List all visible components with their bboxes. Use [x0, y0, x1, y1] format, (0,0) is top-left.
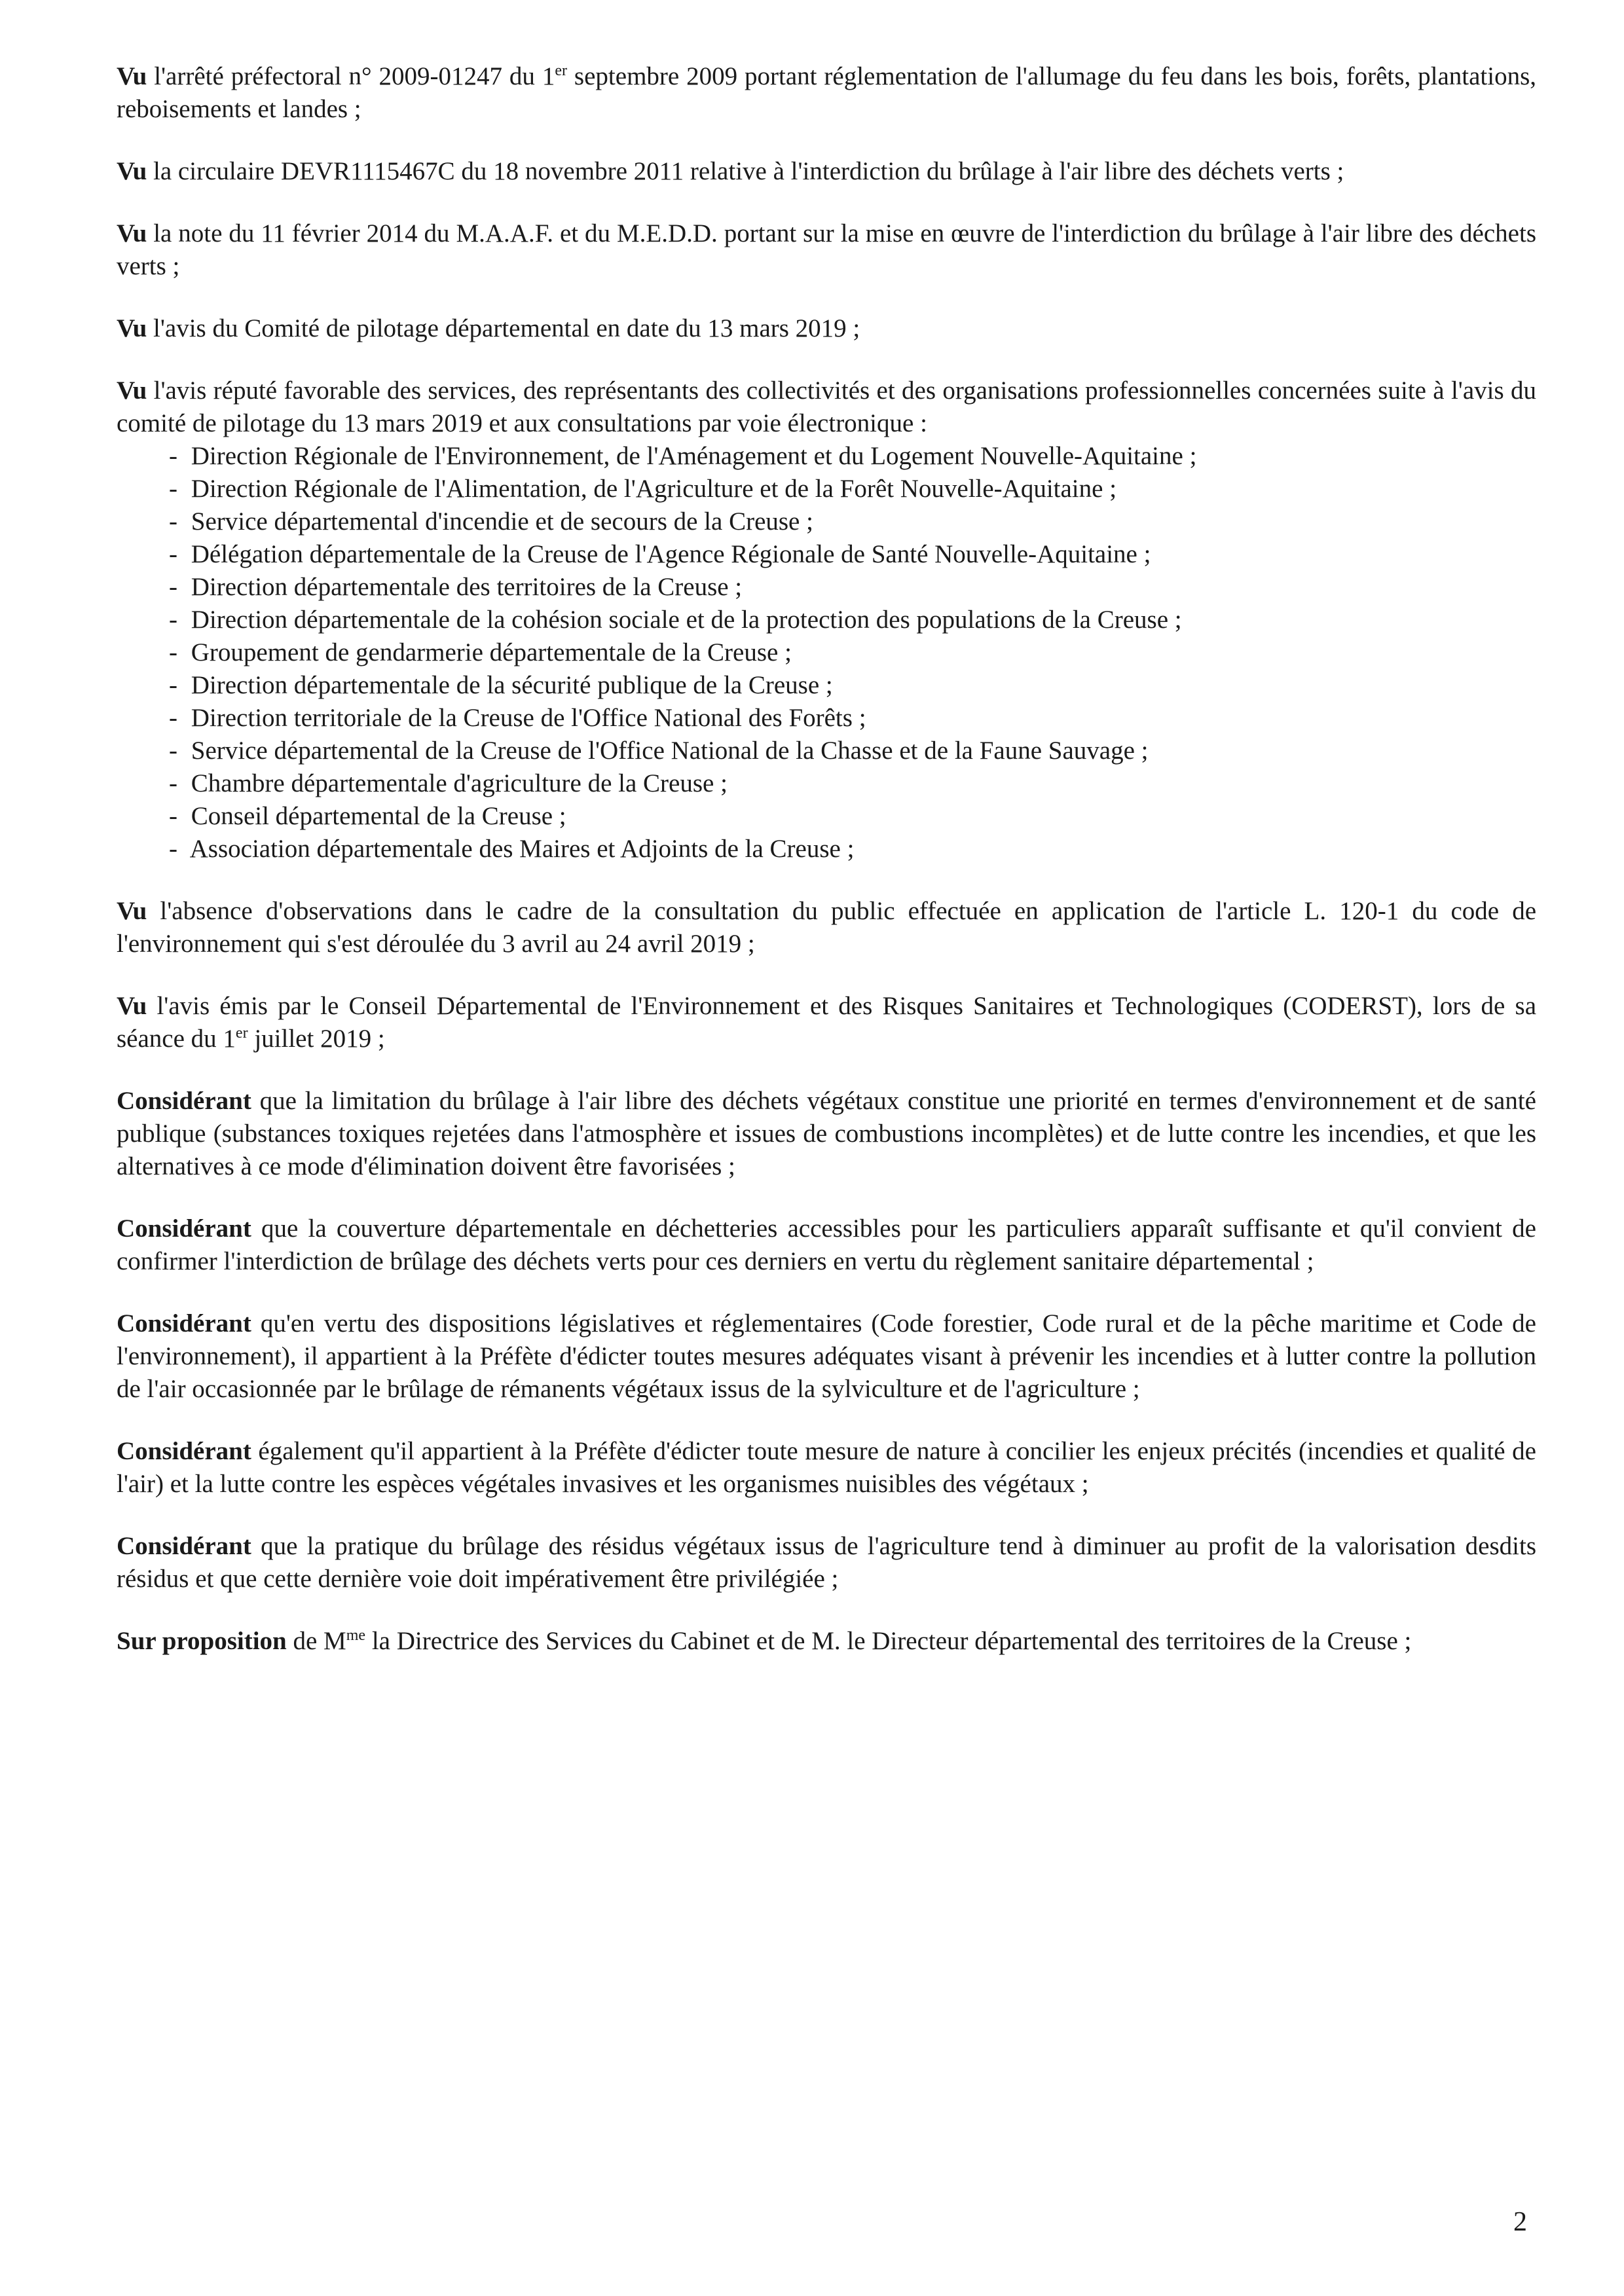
paragraph-keyword: Vu: [117, 314, 147, 342]
paragraph-text: que la pratique du brûlage des résidus végétaux issus de l'agriculture tend à diminuer au profit de la valorisation desdits résidus et que cette dernière voie doit impérativement être privilégiée ;: [117, 1532, 1536, 1593]
list-item-text: Direction départementale des territoires de la Creuse ;: [191, 573, 743, 601]
list-item: - Service départemental d'incendie et de secours de la Creuse ;: [169, 507, 813, 536]
paragraph-keyword: Vu: [117, 62, 147, 90]
list-item: - Chambre départementale d'agriculture de la Creuse ;: [169, 769, 728, 797]
list-item: - Direction départementale des territoires de la Creuse ;: [169, 573, 743, 601]
paragraph-text: l'absence d'observations dans le cadre de la consultation du public effectuée en application de l'article L. 120-1 du code de l'environnement qui s'est déroulée du 3 avril au 24 avril 2019 ;: [117, 897, 1536, 958]
list-item: - Direction départementale de la cohésion sociale et de la protection des populations de la Creuse ;: [169, 606, 1182, 634]
paragraph-keyword: Vu: [117, 897, 147, 925]
paragraph-text: que la limitation du brûlage à l'air libre des déchets végétaux constitue une priorité en termes d'environnement et de santé publique (substances toxiques rejetées dans l'atmosphère et issues de combustions incomplètes) et de lutte contre les incendies, et que les alternatives à ce mode d'élimination doivent être favorisées ;: [117, 1087, 1536, 1180]
list-item: - Direction territoriale de la Creuse de l'Office National des Forêts ;: [169, 704, 866, 732]
paragraph-keyword: Considérant: [117, 1437, 251, 1465]
paragraph-text: la circulaire DEVR1115467C du 18 novembre 2011 relative à l'interdiction du brûlage à l'air libre des déchets verts ;: [147, 157, 1344, 185]
paragraph-keyword: Vu: [117, 219, 147, 247]
paragraph-text: juillet 2019 ;: [248, 1025, 385, 1053]
paragraph-keyword: Vu: [117, 992, 147, 1020]
consulted-services-list: [117, 440, 1536, 866]
paragraph-keyword: Considérant: [117, 1309, 251, 1338]
paragraph-keyword: Vu: [117, 157, 147, 185]
list-item-text: Service départemental de la Creuse de l'Office National de la Chasse et de la Faune Sauvage ;: [191, 737, 1149, 765]
list-item: - Conseil départemental de la Creuse ;: [169, 802, 566, 830]
paragraph-text: la note du 11 février 2014 du M.A.A.F. et du M.E.D.D. portant sur la mise en œuvre de l'interdiction du brûlage à l'air libre des déchets verts ;: [117, 219, 1536, 280]
paragraph-text: que la couverture départementale en déchetteries accessibles pour les particuliers apparaît suffisante et qu'il convient de confirmer l'interdiction de brûlage des déchets verts pour ces derniers en vertu du règlement sanitaire départemental ;: [117, 1214, 1536, 1275]
list-item-text: Groupement de gendarmerie départementale de la Creuse ;: [191, 638, 792, 666]
list-item-text: Direction Régionale de l'Environnement, de l'Aménagement et du Logement Nouvelle-Aquitaine ;: [191, 442, 1197, 470]
page-number: 2: [1513, 2207, 1527, 2237]
list-item-text: Conseil départemental de la Creuse ;: [191, 802, 566, 830]
paragraph-text: l'avis réputé favorable des services, des représentants des collectivités et des organisations professionnelles concernées suite à l'avis du comité de pilotage du 13 mars 2019 et aux consultations par voie électronique :: [117, 376, 1536, 437]
list-item-text: Direction territoriale de la Creuse de l'Office National des Forêts ;: [191, 704, 866, 732]
superscript: er: [235, 1025, 248, 1042]
list-item: - Délégation départementale de la Creuse de l'Agence Régionale de Santé Nouvelle-Aquitaine ;: [169, 540, 1151, 568]
paragraph-keyword: Considérant: [117, 1532, 251, 1560]
paragraph-considerant-enjeux: [117, 1435, 1536, 1501]
paragraph-considerant-dispositions: [117, 1307, 1536, 1406]
paragraph-note: [117, 217, 1536, 283]
list-item: - Direction départementale de la sécurité publique de la Creuse ;: [169, 671, 833, 699]
paragraph-avis-services: [117, 374, 1536, 866]
paragraph-circulaire: [117, 155, 1536, 188]
superscript: er: [555, 62, 568, 79]
paragraph-arrete-prefectoral: [117, 60, 1536, 126]
list-item: - Service départemental de la Creuse de l'Office National de la Chasse et de la Faune Sauvage ;: [169, 737, 1149, 765]
list-item-text: Association départementale des Maires et Adjoints de la Creuse ;: [189, 835, 855, 863]
paragraph-text: également qu'il appartient à la Préfète d'édicter toute mesure de nature à concilier les enjeux précités (incendies et qualité de l'air) et la lutte contre les espèces végétales invasives et les organismes nuisibles des végétaux ;: [117, 1437, 1536, 1498]
list-item: - Association départementale des Maires et Adjoints de la Creuse ;: [169, 835, 855, 863]
paragraph-keyword: Considérant: [117, 1214, 251, 1243]
document-body: [117, 60, 1536, 1687]
paragraph-text: de M: [286, 1627, 346, 1655]
paragraph-consultation-public: [117, 895, 1536, 960]
paragraph-text: l'avis émis par le Conseil Départemental de l'Environnement et des Risques Sanitaires et Technologiques (CODERST), lors de sa séance du 1: [117, 992, 1536, 1053]
list-item: - Direction Régionale de l'Alimentation, de l'Agriculture et de la Forêt Nouvelle-Aquitaine ;: [169, 475, 1117, 503]
paragraph-keyword: Considérant: [117, 1087, 251, 1115]
paragraph-text: la Directrice des Services du Cabinet et de M. le Directeur départemental des territoires de la Creuse ;: [365, 1627, 1412, 1655]
list-item-text: Direction départementale de la cohésion sociale et de la protection des populations de la Creuse ;: [191, 606, 1182, 634]
list-item-text: Délégation départementale de la Creuse de l'Agence Régionale de Santé Nouvelle-Aquitaine ;: [191, 540, 1151, 568]
paragraph-considerant-limitation: [117, 1085, 1536, 1183]
paragraph-text: l'arrêté préfectoral n° 2009-01247 du 1: [147, 62, 555, 90]
list-item: - Direction Régionale de l'Environnement, de l'Aménagement et du Logement Nouvelle-Aquitaine ;: [169, 442, 1197, 470]
list-item-text: Service départemental d'incendie et de secours de la Creuse ;: [191, 507, 813, 536]
paragraph-coderst: [117, 990, 1536, 1055]
paragraph-considerant-couverture: [117, 1212, 1536, 1278]
paragraph-text: l'avis du Comité de pilotage départemental en date du 13 mars 2019 ;: [147, 314, 860, 342]
paragraph-text: qu'en vertu des dispositions législatives et réglementaires (Code forestier, Code rural et de la pêche maritime et Code de l'environnement), il appartient à la Préfète d'édicter toutes mesures adéquates visant à prévenir les incendies et à lutter contre la pollution de l'air occasionnée par le brûlage de rémanents végétaux issus de la sylviculture et de l'agriculture ;: [117, 1309, 1536, 1403]
paragraph-text: septembre 2009 portant réglementation de l'allumage du feu dans les bois, forêts, plantations, reboisements et landes ;: [117, 62, 1537, 123]
paragraph-keyword: Vu: [117, 376, 147, 405]
list-item-text: Direction Régionale de l'Alimentation, de l'Agriculture et de la Forêt Nouvelle-Aquitaine ;: [191, 475, 1117, 503]
list-item-text: Direction départementale de la sécurité publique de la Creuse ;: [191, 671, 833, 699]
paragraph-avis-comite: [117, 312, 1536, 345]
superscript: me: [346, 1627, 366, 1644]
list-item: - Groupement de gendarmerie départementale de la Creuse ;: [169, 638, 792, 666]
paragraph-considerant-pratique: [117, 1530, 1536, 1595]
paragraph-sur-proposition: [117, 1625, 1536, 1658]
list-item-text: Chambre départementale d'agriculture de la Creuse ;: [191, 769, 728, 797]
paragraph-keyword: Sur proposition: [117, 1627, 287, 1655]
